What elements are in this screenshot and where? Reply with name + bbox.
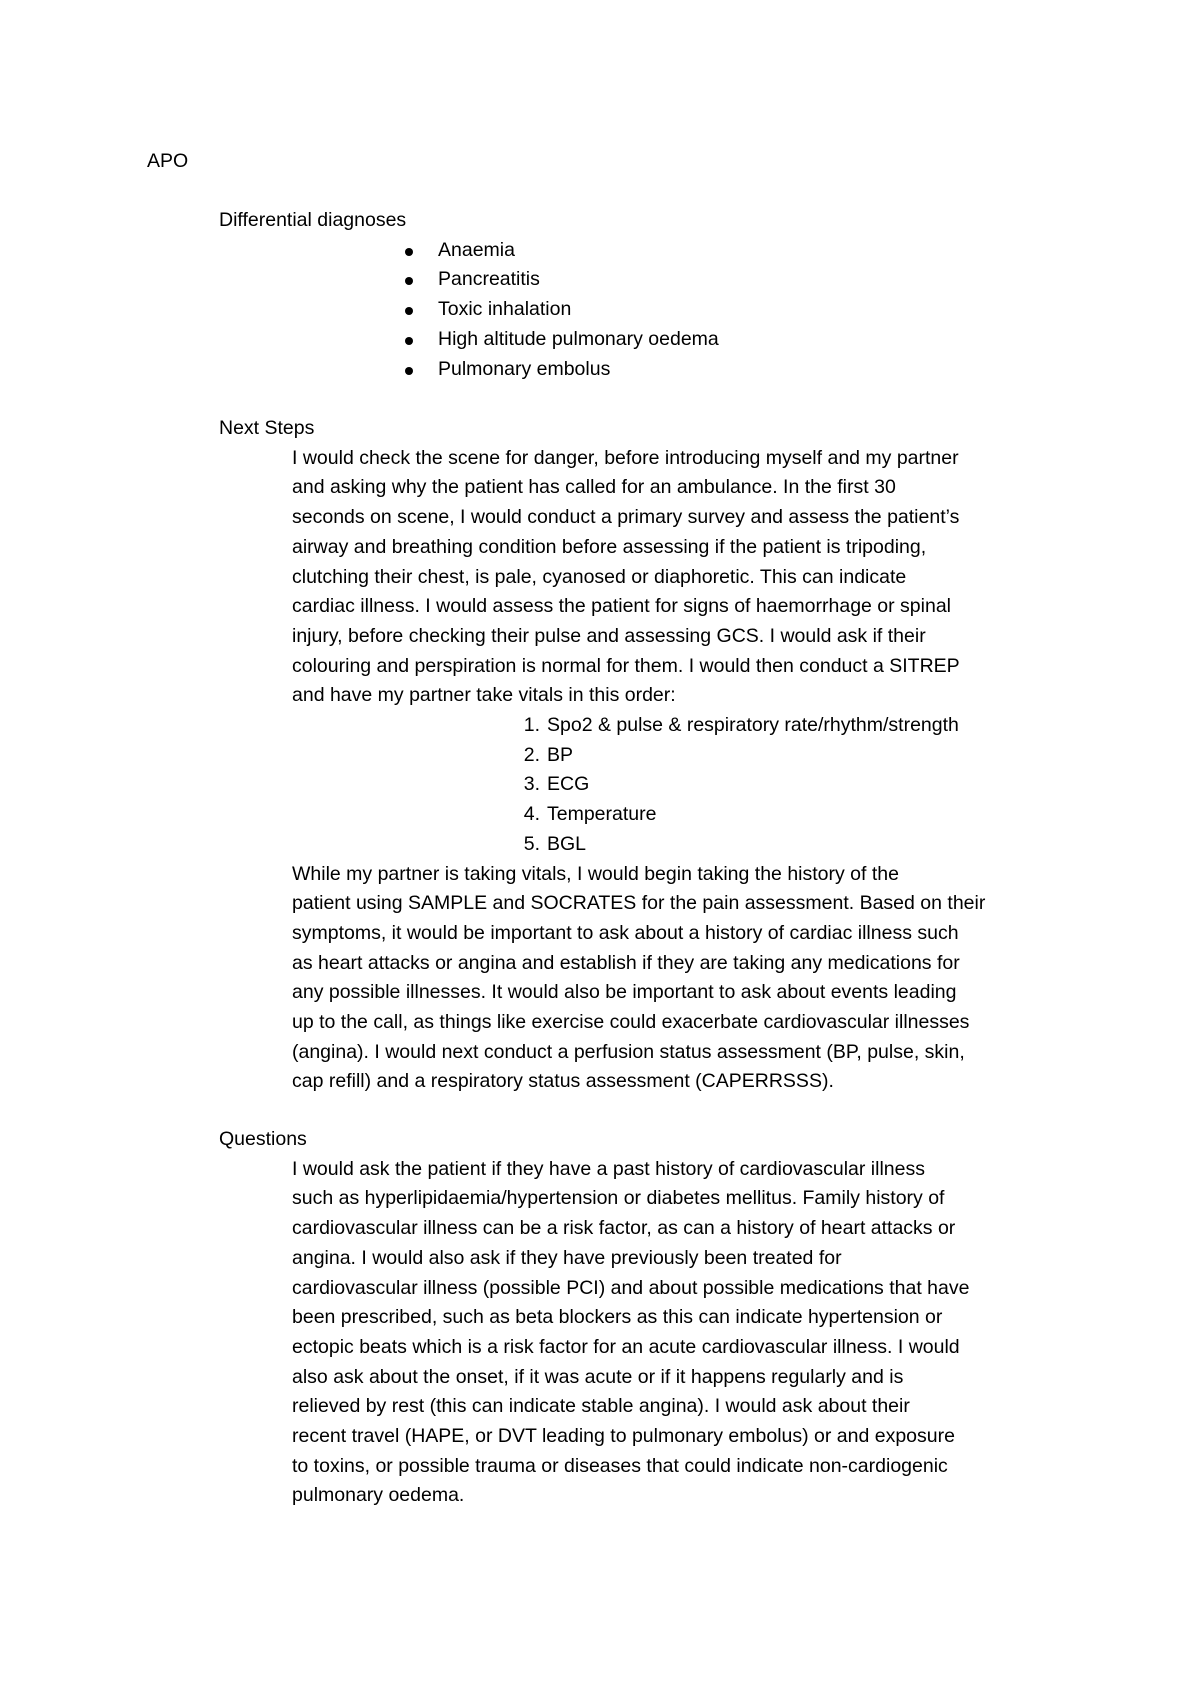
differential-diagnoses-section <box>219 206 1119 384</box>
text-line: also ask about the onset, if it was acute or if it happens regularly and is <box>292 1365 904 1388</box>
text-line: as heart attacks or angina and establish if they are taking any medications for <box>292 951 960 974</box>
list-item-text: ECG <box>547 773 590 796</box>
list-item-text: Toxic inhalation <box>438 298 572 321</box>
list-item-text: Pancreatitis <box>438 268 540 291</box>
text-line: clutching their chest, is pale, cyanosed or diaphoretic. This can indicate <box>292 565 907 588</box>
next-steps-section <box>219 414 1119 1097</box>
list-item-text: Pulmonary embolus <box>438 357 611 380</box>
bullet-icon <box>405 277 413 285</box>
list-item <box>523 800 1119 830</box>
list-number: 1. <box>523 714 540 737</box>
document-title: APO <box>147 150 189 172</box>
text-line: any possible illnesses. It would also be important to ask about events leading <box>292 981 957 1004</box>
list-item <box>523 711 1119 741</box>
questions-section <box>219 1125 1119 1511</box>
list-number: 4. <box>523 803 540 826</box>
text-line: pulmonary oedema. <box>292 1484 465 1507</box>
list-item-text: High altitude pulmonary oedema <box>438 327 719 350</box>
text-line: been prescribed, such as beta blockers as this can indicate hypertension or <box>292 1306 943 1329</box>
text-line: airway and breathing condition before assessing if the patient is tripoding, <box>292 535 927 558</box>
text-line: such as hyperlipidaemia/hypertension or diabetes mellitus. Family history of <box>292 1187 945 1210</box>
text-line: injury, before checking their pulse and assessing GCS. I would ask if their <box>292 624 926 647</box>
text-line: and asking why the patient has called for an ambulance. In the first 30 <box>292 476 896 499</box>
list-item <box>438 355 1119 385</box>
differential-diagnoses-list <box>219 236 1119 385</box>
list-item-text: Spo2 & pulse & respiratory rate/rhythm/strength <box>547 714 959 737</box>
text-line: recent travel (HAPE, or DVT leading to pulmonary embolus) or and exposure <box>292 1425 955 1448</box>
list-item <box>438 325 1119 355</box>
list-item-text: Temperature <box>547 803 657 826</box>
list-item <box>438 236 1119 266</box>
list-item-text: Anaemia <box>438 238 515 261</box>
list-item <box>523 741 1119 771</box>
text-line: relieved by rest (this can indicate stable angina). I would ask about their <box>292 1395 910 1418</box>
list-item-text: BP <box>547 743 574 766</box>
next-steps-heading: Next Steps <box>219 417 315 439</box>
list-item <box>523 830 1119 860</box>
text-line: colouring and perspiration is normal for them. I would then conduct a SITREP <box>292 654 960 677</box>
text-line: I would ask the patient if they have a past history of cardiovascular illness <box>292 1157 925 1180</box>
text-line: to toxins, or possible trauma or diseases that could indicate non-cardiogenic <box>292 1454 948 1477</box>
list-item-text: BGL <box>547 832 587 855</box>
list-number: 5. <box>523 832 540 855</box>
text-line: I would check the scene for danger, before introducing myself and my partner <box>292 446 959 469</box>
text-line: patient using SAMPLE and SOCRATES for the pain assessment. Based on their <box>292 892 986 915</box>
text-line: cardiovascular illness (possible PCI) and about possible medications that have <box>292 1276 970 1299</box>
list-item <box>523 770 1119 800</box>
text-line: and have my partner take vitals in this order: <box>292 684 676 707</box>
bullet-icon <box>405 337 413 345</box>
questions-heading: Questions <box>219 1128 307 1150</box>
text-line: symptoms, it would be important to ask about a history of cardiac illness such <box>292 921 959 944</box>
text-line: angina. I would also ask if they have previously been treated for <box>292 1246 842 1269</box>
text-line: seconds on scene, I would conduct a primary survey and assess the patient’s <box>292 506 960 529</box>
questions-paragraph <box>219 1155 1062 1511</box>
bullet-icon <box>405 367 413 375</box>
bullet-icon <box>405 248 413 256</box>
text-line: While my partner is taking vitals, I would begin taking the history of the <box>292 862 899 885</box>
text-line: up to the call, as things like exercise could exacerbate cardiovascular illnesses <box>292 1011 970 1034</box>
next-steps-paragraph-2 <box>219 860 1062 1098</box>
list-item <box>438 295 1119 325</box>
list-number: 2. <box>523 743 540 766</box>
next-steps-paragraph-1 <box>219 444 1062 711</box>
text-line: (angina). I would next conduct a perfusion status assessment (BP, pulse, skin, <box>292 1040 965 1063</box>
text-line: cardiovascular illness can be a risk factor, as can a history of heart attacks or <box>292 1217 956 1240</box>
text-line: cap refill) and a respiratory status assessment (CAPERRSSS). <box>292 1070 834 1093</box>
list-item <box>438 265 1119 295</box>
bullet-icon <box>405 307 413 315</box>
text-line: ectopic beats which is a risk factor for an acute cardiovascular illness. I would <box>292 1335 960 1358</box>
list-number: 3. <box>523 773 540 796</box>
text-line: cardiac illness. I would assess the patient for signs of haemorrhage or spinal <box>292 595 952 618</box>
vitals-order-list <box>219 711 1119 860</box>
differential-diagnoses-heading: Differential diagnoses <box>219 209 407 231</box>
